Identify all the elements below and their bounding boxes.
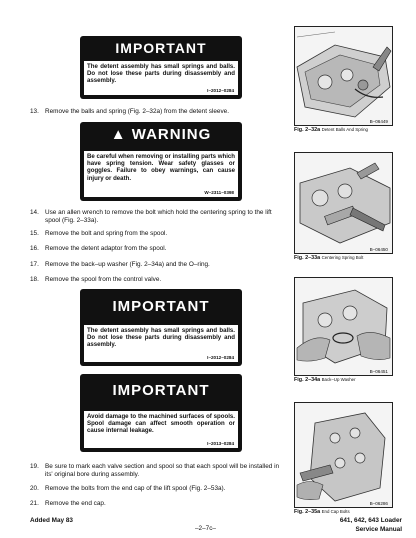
notice-heading: IMPORTANT bbox=[112, 382, 210, 399]
figure-code: B–06449 bbox=[369, 119, 388, 124]
valve-detent-illustration bbox=[295, 27, 392, 125]
notice-body bbox=[84, 411, 238, 448]
notice-code: I–2012–0284 bbox=[207, 355, 234, 360]
important-notice-3 bbox=[80, 374, 242, 452]
notice-text: Avoid damage to the machined surfaces of spools. Spool damage can affect smooth operation or cause internal leakage. bbox=[87, 413, 235, 435]
notice-code: I–2013–0284 bbox=[207, 441, 234, 446]
warning-triangle-icon: ▲ bbox=[110, 126, 127, 143]
notice-text: The detent assembly has small springs and balls. Do not lose these parts during disassembly and assembly. bbox=[87, 63, 235, 85]
figure-centering-spring-photo bbox=[294, 152, 393, 254]
figure-backup-washer-photo bbox=[294, 277, 393, 376]
notice-heading: IMPORTANT bbox=[112, 298, 210, 315]
figure-code: B–06450 bbox=[369, 247, 388, 252]
warning-notice bbox=[80, 122, 242, 201]
notice-text: The detent assembly has small springs and balls. Do not lose these parts during disassembly and assembly. bbox=[87, 327, 235, 349]
figure-caption-2-34a: Fig. 2–34a Back–Up Washer bbox=[294, 377, 356, 383]
important-notice-1 bbox=[80, 36, 242, 99]
end-cap-illustration bbox=[295, 403, 392, 507]
footer-model: 641, 642, 643 Loader bbox=[339, 517, 402, 524]
notice-text: Be careful when removing or installing parts which have spring tension. Wear safety glasses or goggles. Failure to obey warnings, can cause injury or death. bbox=[87, 153, 235, 182]
figure-caption-2-33a: Fig. 2–33a Centering Spring Bolt bbox=[294, 255, 364, 261]
figure-caption-2-32a: Fig. 2–32a Detent Balls And Spring bbox=[294, 127, 368, 133]
notice-heading: IMPORTANT bbox=[115, 40, 207, 56]
figure-detent-balls-photo bbox=[294, 26, 393, 126]
important-notice-2 bbox=[80, 289, 242, 366]
figure-code: B–06286 bbox=[369, 501, 388, 506]
footer-manual-title: Service Manual bbox=[355, 526, 402, 533]
hands-washer-illustration bbox=[295, 278, 392, 375]
notice-code: W–2311–0398 bbox=[204, 190, 234, 195]
notice-body bbox=[84, 325, 238, 362]
notice-heading: ▲ WARNING bbox=[110, 126, 212, 143]
notice-body bbox=[84, 151, 238, 197]
figure-code: B–06451 bbox=[369, 369, 388, 374]
notice-body bbox=[84, 61, 238, 95]
page-number: –2–7c– bbox=[195, 525, 216, 532]
figure-caption-2-35a: Fig. 2–35a End Cap Bolts bbox=[294, 509, 350, 515]
notice-code: I–2012–0284 bbox=[207, 88, 234, 93]
spool-bolt-illustration bbox=[295, 153, 392, 253]
figure-end-cap-bolts-photo bbox=[294, 402, 393, 508]
footer-date: Added May 83 bbox=[30, 517, 73, 524]
